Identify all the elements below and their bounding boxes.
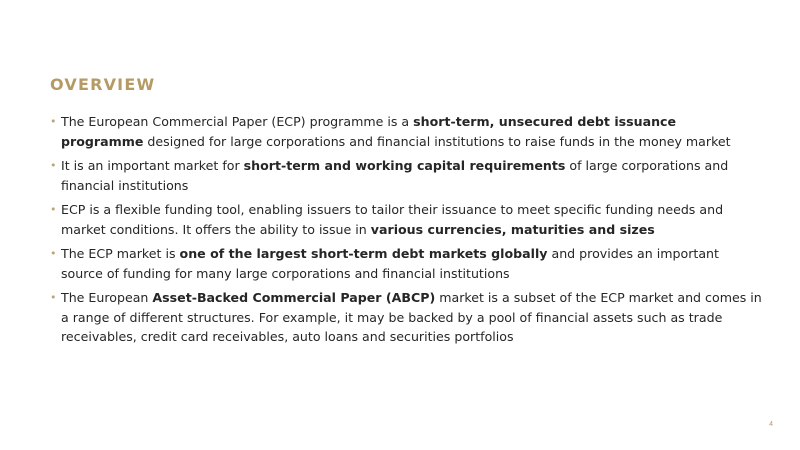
bullet-text-segment: It is an important market for [61,158,244,173]
bullet-text-bold: one of the largest short-term debt markets globally [179,246,548,261]
bullet-text-segment: of large corporations and financial institutions [61,158,729,193]
bullet-text-segment: The European [61,290,153,305]
slide-title: OVERVIEW [50,75,156,94]
bullet-item-4 [50,244,762,283]
bullet-text [61,246,719,281]
bullet-text [61,290,762,344]
bullet-text-segment: The ECP market is [61,246,180,261]
bullet-text-bold: short-term and working capital requirements [243,158,566,173]
bullet-text-bold: various currencies, maturities and sizes [370,221,655,237]
bullet-text [61,202,723,237]
bullet-text-segment: designed for large corporations and financial institutions to raise funds in the money market [143,133,731,149]
bullet-text-segment: market is a subset of the ECP market and comes in a range of different structures. For example, it may be backed by a pool of financial assets such as trade receivables, credit card receivables, auto loans and securities portfolios [61,290,762,344]
bullet-text-segment: ECP is a flexible funding tool, enabling issuers to tailor their issuance to meet specific funding needs and market conditions. It offers the ability to issue in [61,202,724,237]
bullet-dot-icon: • [50,203,57,216]
bullet-dot-icon: • [50,159,57,172]
bullet-item-1 [50,112,762,151]
bullet-dot-icon: • [50,247,57,260]
bullet-text-segment: The European Commercial Paper (ECP) programme is a [61,114,414,129]
bullet-text [61,158,728,193]
bullet-item-2 [50,156,762,195]
bullet-list [50,112,762,352]
bullet-dot-icon: • [50,115,57,128]
bullet-text [61,114,731,149]
page-number: 4 [769,421,773,428]
bullet-item-3 [50,200,762,239]
bullet-text-segment: and provides an important source of funding for many large corporations and financial institutions [61,246,719,281]
bullet-item-5 [50,288,762,347]
bullet-dot-icon: • [50,291,57,304]
bullet-text-bold: short-term, unsecured debt issuance programme [61,114,677,149]
bullet-text-bold: Asset-Backed Commercial Paper (ABCP) [152,290,436,305]
